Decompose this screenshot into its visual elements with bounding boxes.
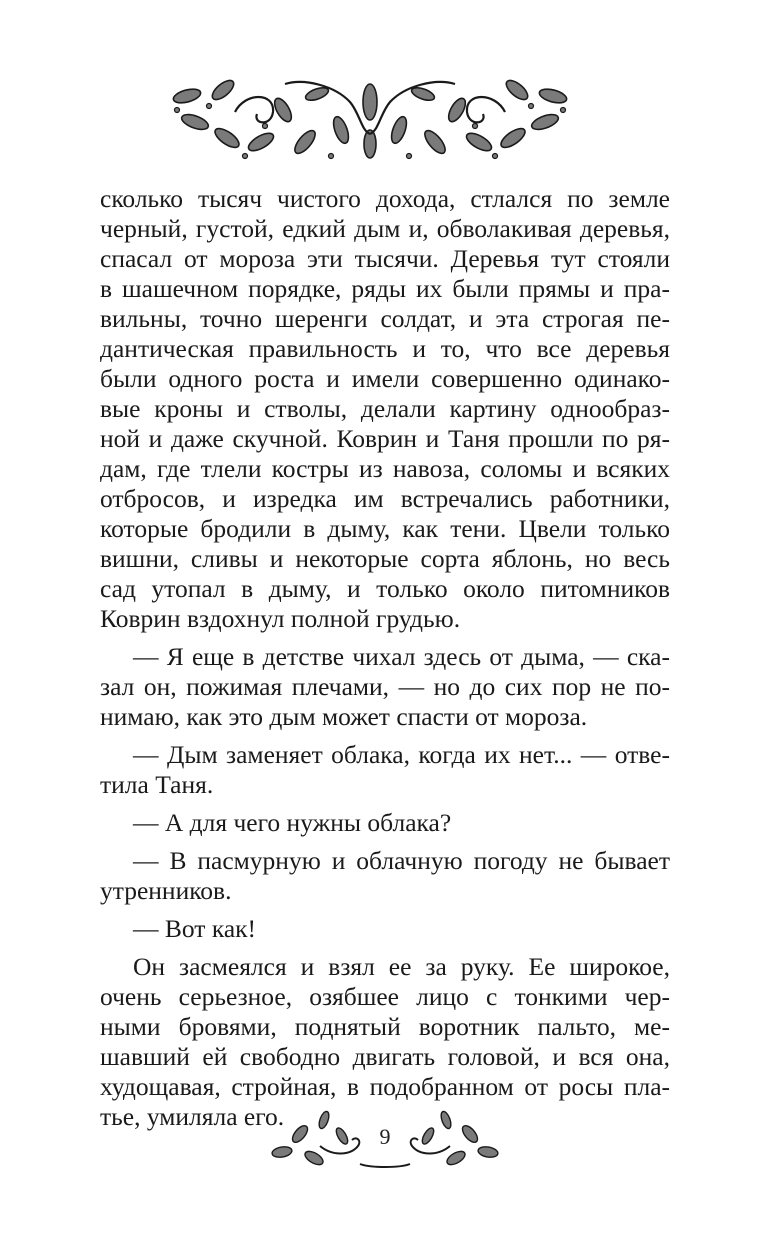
text-line: дам, где тлели костры из навоза, соломы и всяких <box>100 454 670 483</box>
text-line: спасал от мороза эти тысячи. Деревья тут стояли <box>100 244 670 273</box>
text-line: тила Таня. <box>100 770 214 799</box>
text-line: зал он, пожимая плечами, — но до сих пор не по- <box>100 672 670 701</box>
text-line: вильны, точно шеренги солдат, и эта строгая пе- <box>100 304 670 333</box>
text-line: худощавая, стройная, в подобранном от росы пла- <box>100 1072 670 1101</box>
text-line: вишни, сливы и некоторые сорта яблонь, но весь <box>100 544 670 573</box>
text-line: — Дым заменяет облака, когда их нет... — отве- <box>133 740 670 769</box>
text-line: были одного роста и имели совершенно одинако- <box>100 364 670 393</box>
text-line: очень серьезное, озябшее лицо с тонкими чер- <box>100 982 670 1011</box>
floral-vine-ornament-icon <box>165 72 575 164</box>
page-footer <box>270 1106 500 1176</box>
body-text <box>100 184 670 1132</box>
text-line: ной и даже скучной. Коврин и Таня прошли по ря- <box>100 424 670 453</box>
text-line: нимаю, как это дым может спасти от мороза. <box>100 702 588 731</box>
page-number: 9 <box>379 1124 391 1149</box>
text-line: Коврин вздохнул полной грудью. <box>100 604 461 633</box>
text-line: вые кроны и стволы, делали картину однообраз- <box>100 394 670 423</box>
text-line: — В пасмурную и облачную погоду не бывает <box>133 846 670 875</box>
text-line: — А для чего нужны облака? <box>133 808 452 837</box>
text-line: отбросов, и изредка им встречались работники, <box>100 484 670 513</box>
text-line: Он засмеялся и взял ее за руку. Ее широкое, <box>133 952 670 981</box>
text-line: — Вот как! <box>133 914 257 943</box>
text-line: ными бровями, поднятый воротник пальто, ме- <box>100 1012 670 1041</box>
text-line: тье, умиляла его. <box>100 1102 285 1131</box>
text-line: шавший ей свободно двигать головой, и вся она, <box>100 1042 670 1071</box>
text-line: дантическая правильность и то, что все деревья <box>100 334 670 363</box>
text-line: сколько тысяч чистого дохода, стлался по земле <box>100 184 670 213</box>
text-line: в шашечном порядке, ряды их были прямы и пра- <box>100 274 670 303</box>
text-line: которые бродили в дыму, как тени. Цвели только <box>100 514 670 543</box>
text-line: утренников. <box>100 876 232 905</box>
text-line: черный, густой, едкий дым и, обволакивая деревья, <box>100 214 670 243</box>
text-line: — Я еще в детстве чихал здесь от дыма, — ска- <box>133 642 670 671</box>
text-line: сад утопал в дыму, и только около питомников <box>100 574 670 603</box>
